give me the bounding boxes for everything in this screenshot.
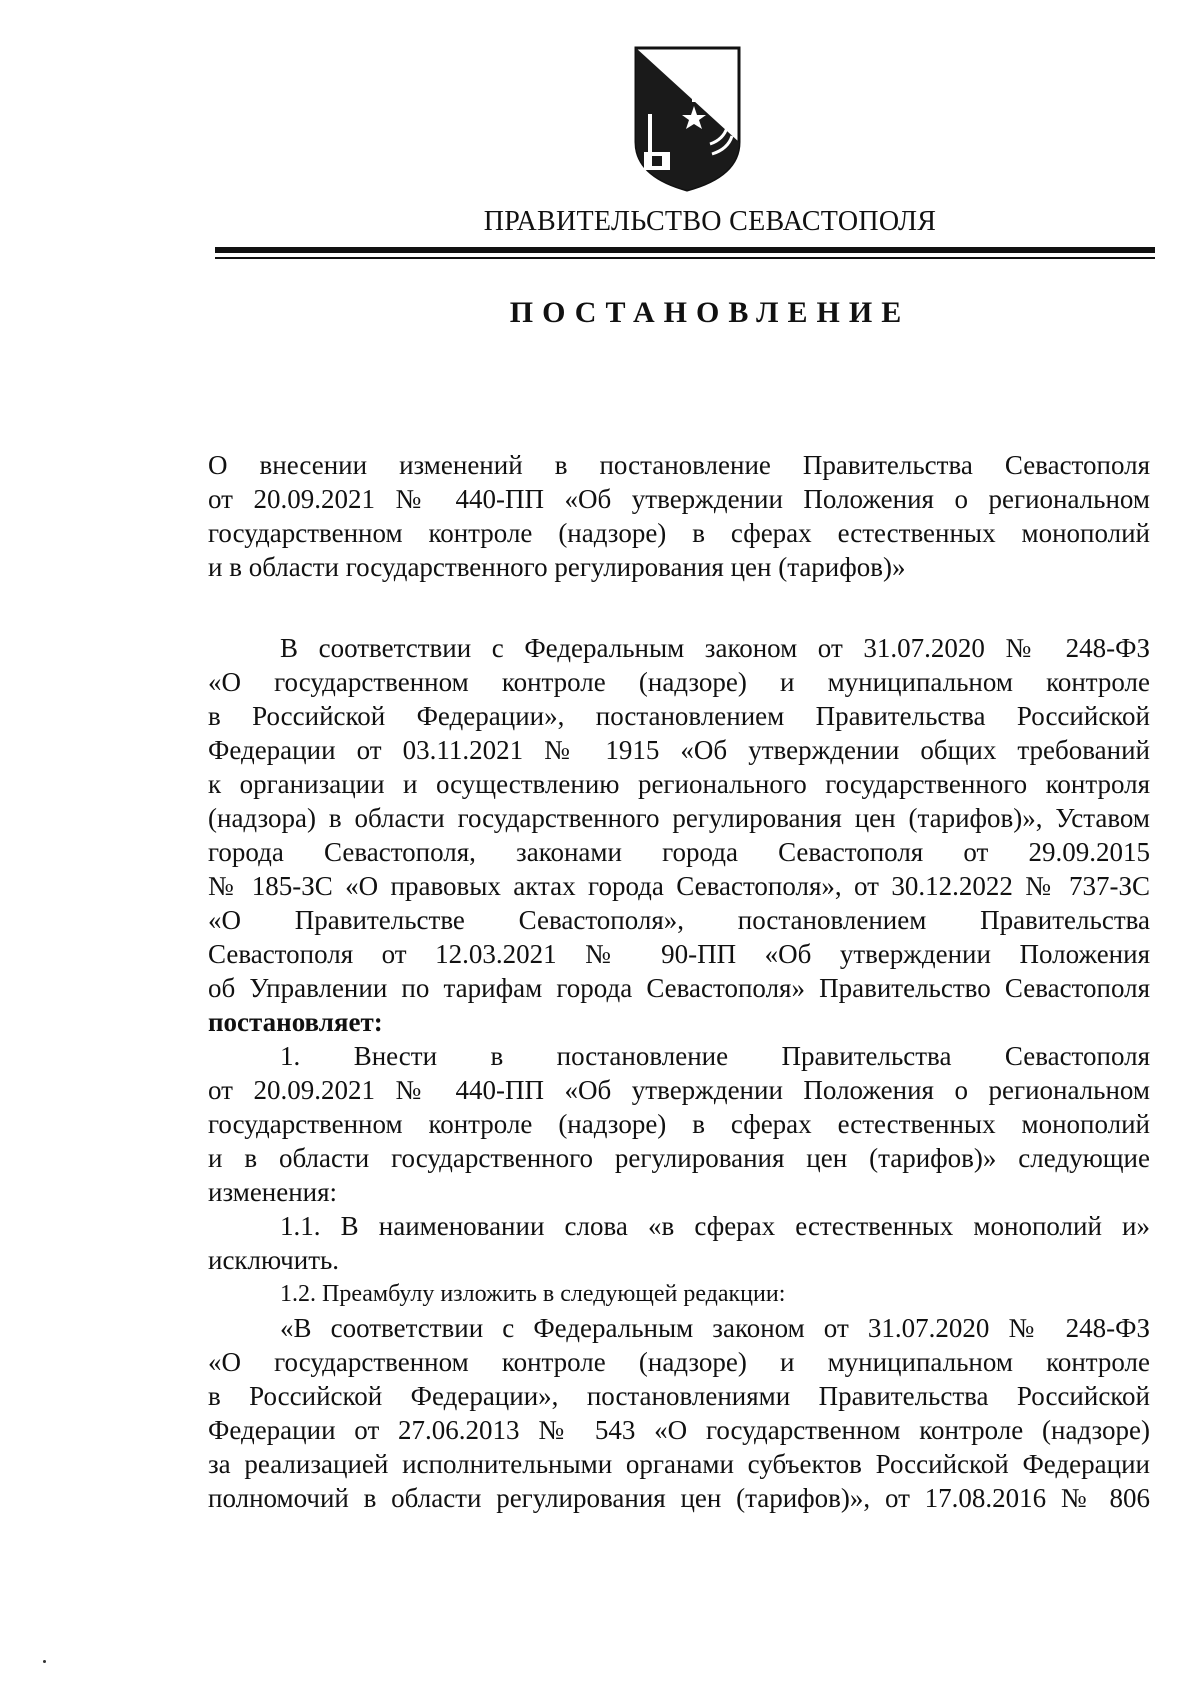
title-line: государственном контроле (надзоре) в сферах естественных монополий	[208, 518, 1150, 548]
title-line: от 20.09.2021 № 440-ПП «Об утверждении Положения о региональном	[208, 484, 1150, 514]
preamble-line: города Севастополя, законами города Севастополя от 29.09.2015	[208, 837, 1150, 867]
scan-speck	[43, 1660, 46, 1663]
new-preamble-line: Федерации от 27.06.2013 № 543 «О государственном контроле (надзоре)	[208, 1415, 1150, 1445]
item-1-1-line: исключить.	[208, 1245, 340, 1275]
item-1-1-line: 1.1. В наименовании слова «в сферах естественных монополий и»	[280, 1211, 1150, 1241]
document-type: ПОСТАНОВЛЕНИЕ	[509, 296, 911, 329]
preamble-line: в Российской Федерации», постановлением Правительства Российской	[208, 701, 1150, 731]
preamble-line: В соответствии с Федеральным законом от 31.07.2020 № 248-ФЗ	[280, 633, 1150, 663]
item-1-line: 1. Внести в постановление Правительства Севастополя	[280, 1041, 1150, 1071]
item-1-line: от 20.09.2021 № 440-ПП «Об утверждении Положения о региональном	[208, 1075, 1150, 1105]
header-rule-thin	[215, 257, 1155, 259]
preamble-line: «О государственном контроле (надзоре) и муниципальном контроле	[208, 667, 1150, 697]
header-rule-thick	[215, 247, 1155, 253]
item-1-line: и в области государственного регулирования цен (тарифов)» следующие	[208, 1143, 1150, 1173]
preamble-line: (надзора) в области государственного регулирования цен (тарифов)», Уставом	[208, 803, 1150, 833]
government-name: ПРАВИТЕЛЬСТВО СЕВАСТОПОЛЯ	[483, 206, 937, 237]
preamble-line: «О Правительстве Севастополя», постановлением Правительства	[208, 905, 1150, 935]
preamble-line: к организации и осуществлению регионального государственного контроля	[208, 769, 1150, 799]
new-preamble-line: полномочий в области регулирования цен (тарифов)», от 17.08.2016 № 806	[208, 1483, 1150, 1513]
preamble-line: об Управлении по тарифам города Севастополя» Правительство Севастополя	[208, 973, 1150, 1003]
item-1-2-line: 1.2. Преамбулу изложить в следующей редакции:	[280, 1281, 786, 1307]
preamble-paragraph	[208, 631, 1150, 1039]
preamble-line: Севастополя от 12.03.2021 № 90-ПП «Об утверждении Положения	[208, 939, 1150, 969]
new-preamble-line: в Российской Федерации», постановлениями Правительства Российской	[208, 1381, 1150, 1411]
coat-of-arms-icon	[630, 44, 745, 194]
title-line: и в области государственного регулирования цен (тарифов)»	[208, 552, 906, 582]
new-preamble-line: «О государственном контроле (надзоре) и муниципальном контроле	[208, 1347, 1150, 1377]
decree-word: постановляет:	[208, 1007, 383, 1037]
new-preamble-line: «В соответствии с Федеральным законом от 31.07.2020 № 248-ФЗ	[280, 1313, 1150, 1343]
item-1	[208, 1039, 1150, 1515]
item-1-line: изменения:	[208, 1177, 338, 1207]
document-title	[208, 448, 1150, 584]
new-preamble-line: за реализацией исполнительными органами субъектов Российской Федерации	[208, 1449, 1150, 1479]
preamble-line: № 185-ЗС «О правовых актах города Севастополя», от 30.12.2022 № 737-ЗС	[208, 871, 1150, 901]
item-1-line: государственном контроле (надзоре) в сферах естественных монополий	[208, 1109, 1150, 1139]
title-line: О внесении изменений в постановление Правительства Севастополя	[208, 450, 1150, 480]
preamble-line: Федерации от 03.11.2021 № 1915 «Об утверждении общих требований	[208, 735, 1150, 765]
